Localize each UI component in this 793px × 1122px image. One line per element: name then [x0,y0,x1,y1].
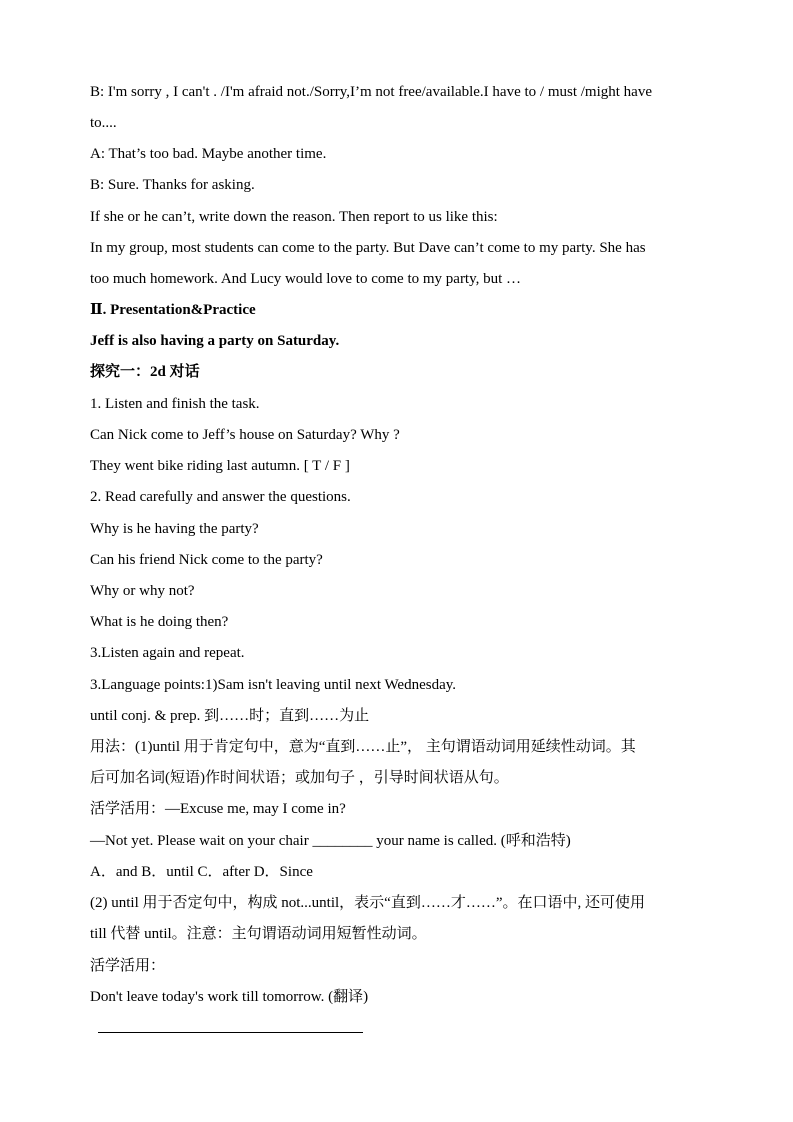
dialogue-line-b-thanks: B: Sure. Thanks for asking. [90,177,255,193]
section-subheading: Jeff is also having a party on Saturday. [90,333,340,349]
task-2: 2. Read carefully and answer the questions. [90,489,351,505]
section-heading: Ⅱ. Presentation&Practice [90,302,256,318]
report-example-line-2: too much homework. And Lucy would love to come to my party, but … [90,271,522,287]
usage-line-2: (2) until 用于否定句中，构成 not...until，表示“直到……才……”。在口语中, 还可使用 [90,895,645,911]
instruction-line: If she or he can’t, write down the reason. Then report to us like this: [90,209,498,225]
true-false-line: They went bike riding last autumn. [ T / F ] [90,458,350,474]
practice-question: —Not yet. Please wait on your chair ________ your name is called. (呼和浩特) [90,833,571,849]
usage-line-1: 用法：(1)until 用于肯定句中，意为“直到……止”， 主句谓语动词用延续性动词。其 [90,739,636,755]
question-line: Can Nick come to Jeff’s house on Saturday? Why ? [90,427,400,443]
report-example-line-1: In my group, most students can come to the party. But Dave can’t come to my party. She has [90,240,646,256]
usage-line-1-cont: 后可加名词(短语)作时间状语；或加句子 ，引导时间状语从句。 [90,770,509,786]
question-line: What is he doing then? [90,614,229,630]
usage-line-2-cont: till 代替 until。注意：主句谓语动词用短暂性动词。 [90,926,427,942]
answer-blank-line [98,1032,363,1033]
dialogue-line-b-reply-cont: to.... [90,115,117,131]
task-1: 1. Listen and finish the task. [90,396,260,412]
practice-prompt-2: 活学活用： [90,958,166,974]
answer-options: A．and B．until C．after D．Since [90,864,313,880]
task-3: 3.Listen again and repeat. [90,645,245,661]
practice-prompt: 活学活用：—Excuse me, may I come in? [90,801,346,817]
dialogue-line-a: A: That’s too bad. Maybe another time. [90,146,327,162]
exploration-heading: 探究一：2d 对话 [90,364,200,380]
question-line: Why is he having the party? [90,521,259,537]
definition-line: until conj. & prep. 到……时；直到……为止 [90,708,370,724]
translation-sentence: Don't leave today's work till tomorrow. (翻译) [90,989,369,1005]
question-line: Can his friend Nick come to the party? [90,552,323,568]
language-points-line: 3.Language points:1)Sam isn't leaving until next Wednesday. [90,677,457,693]
dialogue-line-b-reply: B: I'm sorry , I can't . /I'm afraid not./Sorry,I’m not free/available.I have to / must /might have [90,84,652,100]
question-line: Why or why not? [90,583,195,599]
